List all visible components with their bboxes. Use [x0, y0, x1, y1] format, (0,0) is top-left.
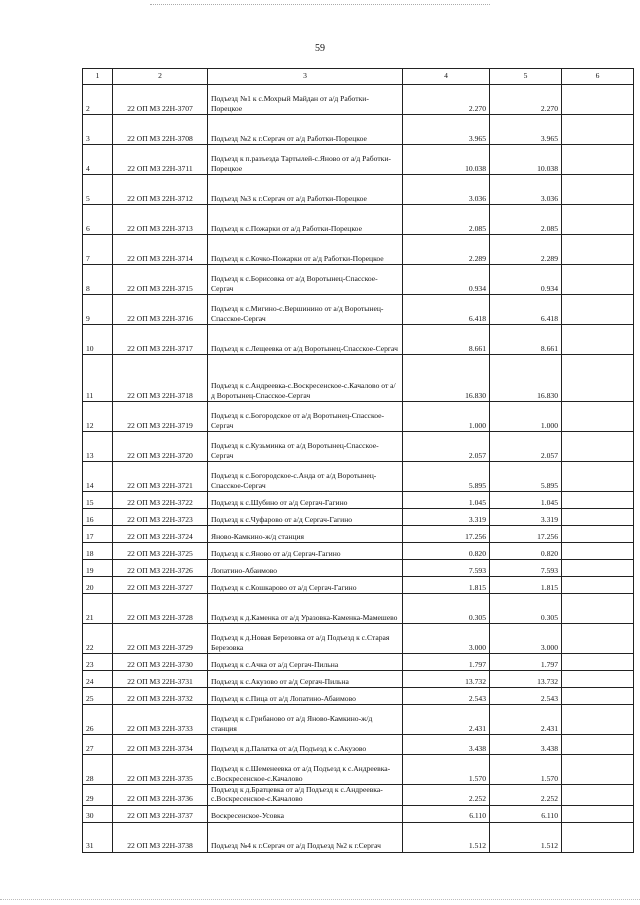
road-length: 5.895 — [403, 462, 490, 492]
road-name: Подъезд №2 к г.Сергач от а/д Работки-Порецкое — [208, 115, 403, 145]
road-total-length: 0.934 — [490, 265, 562, 295]
road-code: 22 ОП МЗ 22Н-3738 — [113, 822, 208, 852]
road-total-length: 2.085 — [490, 205, 562, 235]
road-total-length: 10.038 — [490, 145, 562, 175]
road-note — [562, 526, 634, 543]
road-code: 22 ОП МЗ 22Н-3725 — [113, 543, 208, 560]
table-row — [83, 492, 634, 509]
header-cell: 1 — [83, 69, 113, 85]
road-length: 3.319 — [403, 509, 490, 526]
road-length: 6.110 — [403, 805, 490, 822]
table-row — [83, 462, 634, 492]
road-name: Подъезд к с.Пожарки от а/д Работки-Порецкое — [208, 205, 403, 235]
road-name: Подъезд к с.Борисовка от а/д Воротынец-Спасское-Сергач — [208, 265, 403, 295]
row-number: 16 — [83, 509, 113, 526]
road-name: Лопатино-Абаимово — [208, 560, 403, 577]
table-row — [83, 145, 634, 175]
road-name: Подъезд к п.разъезда Тартылей-с.Яново от а/д Работки-Порецкое — [208, 145, 403, 175]
road-name: Подъезд к с.Ачка от а/д Сергач-Пильна — [208, 654, 403, 671]
road-total-length: 17.256 — [490, 526, 562, 543]
road-name: Подъезд №4 к г.Сергач от а/д Подъезд №2 к г.Сергач — [208, 822, 403, 852]
row-number: 4 — [83, 145, 113, 175]
road-total-length: 2.252 — [490, 785, 562, 806]
road-total-length: 1.815 — [490, 577, 562, 594]
road-length: 17.256 — [403, 526, 490, 543]
road-name: Подъезд к с.Лещеевка от а/д Воротынец-Спасское-Сергач — [208, 325, 403, 355]
row-number: 22 — [83, 624, 113, 654]
row-number: 31 — [83, 822, 113, 852]
row-number: 10 — [83, 325, 113, 355]
row-number: 21 — [83, 594, 113, 624]
road-note — [562, 205, 634, 235]
road-code: 22 ОП МЗ 22Н-3718 — [113, 355, 208, 402]
road-length: 3.438 — [403, 735, 490, 755]
road-note — [562, 688, 634, 705]
row-number: 28 — [83, 755, 113, 785]
road-code: 22 ОП МЗ 22Н-3727 — [113, 577, 208, 594]
road-name: Подъезд к с.Пица от а/д Лопатино-Абаимово — [208, 688, 403, 705]
row-number: 2 — [83, 85, 113, 115]
table-row — [83, 509, 634, 526]
table-row — [83, 735, 634, 755]
road-length: 2.431 — [403, 705, 490, 735]
row-number: 27 — [83, 735, 113, 755]
row-number: 13 — [83, 432, 113, 462]
road-name: Подъезд к д.Новая Березовка от а/д Подъезд к с.Старая Березовка — [208, 624, 403, 654]
road-code: 22 ОП МЗ 22Н-3720 — [113, 432, 208, 462]
road-length: 1.815 — [403, 577, 490, 594]
road-name: Подъезд к с.Богородское-с.Анда от а/д Воротынец-Спасское-Сергач — [208, 462, 403, 492]
road-name: Воскресенское-Усовка — [208, 805, 403, 822]
road-total-length: 8.661 — [490, 325, 562, 355]
road-name: Подъезд №3 к г.Сергач от а/д Работки-Порецкое — [208, 175, 403, 205]
road-length: 1.045 — [403, 492, 490, 509]
road-total-length: 0.305 — [490, 594, 562, 624]
road-name: Подъезд к с.Грибаново от а/д Яново-Камкино-ж/д станция — [208, 705, 403, 735]
road-note — [562, 492, 634, 509]
road-note — [562, 235, 634, 265]
road-code: 22 ОП МЗ 22Н-3728 — [113, 594, 208, 624]
road-length: 0.934 — [403, 265, 490, 295]
road-total-length: 2.270 — [490, 85, 562, 115]
road-note — [562, 462, 634, 492]
road-length: 2.085 — [403, 205, 490, 235]
road-length: 3.000 — [403, 624, 490, 654]
road-note — [562, 85, 634, 115]
row-number: 9 — [83, 295, 113, 325]
road-note — [562, 509, 634, 526]
road-note — [562, 543, 634, 560]
road-code: 22 ОП МЗ 22Н-3722 — [113, 492, 208, 509]
table-row — [83, 526, 634, 543]
road-code: 22 ОП МЗ 22Н-3731 — [113, 671, 208, 688]
table-row — [83, 402, 634, 432]
road-total-length: 13.732 — [490, 671, 562, 688]
road-length: 1.570 — [403, 755, 490, 785]
header-cell: 6 — [562, 69, 634, 85]
table-row — [83, 235, 634, 265]
road-code: 22 ОП МЗ 22Н-3724 — [113, 526, 208, 543]
road-code: 22 ОП МЗ 22Н-3736 — [113, 785, 208, 806]
road-code: 22 ОП МЗ 22Н-3737 — [113, 805, 208, 822]
row-number: 23 — [83, 654, 113, 671]
road-name: Подъезд к д.Палатка от а/д Подъезд к с.Акузово — [208, 735, 403, 755]
row-number: 7 — [83, 235, 113, 265]
row-number: 30 — [83, 805, 113, 822]
road-code: 22 ОП МЗ 22Н-3735 — [113, 755, 208, 785]
road-length: 1.000 — [403, 402, 490, 432]
road-code: 22 ОП МЗ 22Н-3719 — [113, 402, 208, 432]
row-number: 24 — [83, 671, 113, 688]
road-total-length: 2.431 — [490, 705, 562, 735]
road-length: 10.038 — [403, 145, 490, 175]
row-number: 14 — [83, 462, 113, 492]
road-length: 7.593 — [403, 560, 490, 577]
row-number: 8 — [83, 265, 113, 295]
road-note — [562, 735, 634, 755]
road-note — [562, 822, 634, 852]
road-note — [562, 295, 634, 325]
road-code: 22 ОП МЗ 22Н-3708 — [113, 115, 208, 145]
road-note — [562, 402, 634, 432]
road-length: 0.305 — [403, 594, 490, 624]
table-row — [83, 115, 634, 145]
row-number: 5 — [83, 175, 113, 205]
roads-registry-table — [82, 68, 634, 853]
road-name: Подъезд к с.Андреевка-с.Воскресенское-с.Качалово от а/д Воротынец-Спасское-Сергач — [208, 355, 403, 402]
road-note — [562, 755, 634, 785]
road-code: 22 ОП МЗ 22Н-3733 — [113, 705, 208, 735]
road-name: Подъезд к д.Братцевка от а/д Подъезд к с.Андреевка-с.Воскресенское-с.Качалово — [208, 785, 403, 806]
road-code: 22 ОП МЗ 22Н-3707 — [113, 85, 208, 115]
road-total-length: 3.319 — [490, 509, 562, 526]
road-name: Подъезд к с.Яново от а/д Сергач-Гагино — [208, 543, 403, 560]
header-cell: 4 — [403, 69, 490, 85]
road-note — [562, 654, 634, 671]
road-note — [562, 577, 634, 594]
road-total-length: 5.895 — [490, 462, 562, 492]
road-total-length: 2.289 — [490, 235, 562, 265]
road-total-length: 3.000 — [490, 624, 562, 654]
road-note — [562, 115, 634, 145]
road-note — [562, 432, 634, 462]
road-length: 2.270 — [403, 85, 490, 115]
road-note — [562, 705, 634, 735]
road-length: 2.543 — [403, 688, 490, 705]
road-name: Подъезд №1 к с.Мохрый Майдан от а/д Работки-Порецкое — [208, 85, 403, 115]
road-note — [562, 175, 634, 205]
road-name: Подъезд к с.Шубино от а/д Сергач-Гагино — [208, 492, 403, 509]
road-name: Подъезд к с.Кошкарово от а/д Сергач-Гагино — [208, 577, 403, 594]
road-code: 22 ОП МЗ 22Н-3732 — [113, 688, 208, 705]
road-note — [562, 145, 634, 175]
road-note — [562, 560, 634, 577]
header-row — [83, 69, 634, 85]
road-note — [562, 671, 634, 688]
road-code: 22 ОП МЗ 22Н-3714 — [113, 235, 208, 265]
table-row — [83, 594, 634, 624]
road-code: 22 ОП МЗ 22Н-3717 — [113, 325, 208, 355]
row-number: 3 — [83, 115, 113, 145]
row-number: 25 — [83, 688, 113, 705]
table-row — [83, 577, 634, 594]
road-note — [562, 265, 634, 295]
road-note — [562, 805, 634, 822]
road-total-length: 7.593 — [490, 560, 562, 577]
road-code: 22 ОП МЗ 22Н-3716 — [113, 295, 208, 325]
road-note — [562, 624, 634, 654]
road-total-length: 1.000 — [490, 402, 562, 432]
table-row — [83, 822, 634, 852]
road-total-length: 3.036 — [490, 175, 562, 205]
table-row — [83, 175, 634, 205]
table-row — [83, 295, 634, 325]
header-cell: 3 — [208, 69, 403, 85]
table-row — [83, 432, 634, 462]
road-name: Подъезд к с.Шеменеевка от а/д Подъезд к с.Андреевка-с.Воскресенское-с.Качалово — [208, 755, 403, 785]
road-code: 22 ОП МЗ 22Н-3711 — [113, 145, 208, 175]
road-name: Подъезд к с.Чуфарово от а/д Сергач-Гагино — [208, 509, 403, 526]
road-total-length: 3.965 — [490, 115, 562, 145]
road-total-length: 3.438 — [490, 735, 562, 755]
road-code: 22 ОП МЗ 22Н-3726 — [113, 560, 208, 577]
road-length: 2.057 — [403, 432, 490, 462]
road-code: 22 ОП МЗ 22Н-3730 — [113, 654, 208, 671]
table-row — [83, 624, 634, 654]
row-number: 17 — [83, 526, 113, 543]
road-length: 6.418 — [403, 295, 490, 325]
row-number: 19 — [83, 560, 113, 577]
row-number: 26 — [83, 705, 113, 735]
table-row — [83, 654, 634, 671]
road-code: 22 ОП МЗ 22Н-3723 — [113, 509, 208, 526]
table-row — [83, 543, 634, 560]
road-code: 22 ОП МЗ 22Н-3729 — [113, 624, 208, 654]
road-length: 3.965 — [403, 115, 490, 145]
road-name: Яново-Камкино-ж/д станция — [208, 526, 403, 543]
row-number: 15 — [83, 492, 113, 509]
table-row — [83, 85, 634, 115]
table-row — [83, 805, 634, 822]
road-total-length: 2.057 — [490, 432, 562, 462]
table-row — [83, 205, 634, 235]
road-total-length: 1.045 — [490, 492, 562, 509]
header-cell: 5 — [490, 69, 562, 85]
table-row — [83, 355, 634, 402]
road-code: 22 ОП МЗ 22Н-3715 — [113, 265, 208, 295]
road-total-length: 1.797 — [490, 654, 562, 671]
row-number: 6 — [83, 205, 113, 235]
road-code: 22 ОП МЗ 22Н-3734 — [113, 735, 208, 755]
road-total-length: 6.110 — [490, 805, 562, 822]
table-row — [83, 560, 634, 577]
road-name: Подъезд к д.Каменка от а/д Уразовка-Каменка-Мамешево — [208, 594, 403, 624]
road-length: 8.661 — [403, 325, 490, 355]
road-note — [562, 785, 634, 806]
road-length: 1.797 — [403, 654, 490, 671]
road-length: 2.289 — [403, 235, 490, 265]
row-number: 18 — [83, 543, 113, 560]
road-code: 22 ОП МЗ 22Н-3712 — [113, 175, 208, 205]
road-note — [562, 594, 634, 624]
page-number: 59 — [315, 43, 325, 54]
row-number: 20 — [83, 577, 113, 594]
road-note — [562, 355, 634, 402]
road-length: 1.512 — [403, 822, 490, 852]
road-length: 2.252 — [403, 785, 490, 806]
road-name: Подъезд к с.Мигино-с.Вершинино от а/д Воротынец-Спасское-Сергач — [208, 295, 403, 325]
header-cell: 2 — [113, 69, 208, 85]
road-name: Подъезд к с.Кочко-Пожарки от а/д Работки-Порецкое — [208, 235, 403, 265]
table-row — [83, 265, 634, 295]
table-row — [83, 688, 634, 705]
bottom-scan-rule — [0, 899, 640, 900]
road-total-length: 1.512 — [490, 822, 562, 852]
table-row — [83, 705, 634, 735]
road-length: 16.830 — [403, 355, 490, 402]
row-number: 12 — [83, 402, 113, 432]
road-total-length: 1.570 — [490, 755, 562, 785]
road-name: Подъезд к с.Богородское от а/д Воротынец-Спасское-Сергач — [208, 402, 403, 432]
table-row — [83, 785, 634, 806]
table-row — [83, 671, 634, 688]
road-total-length: 2.543 — [490, 688, 562, 705]
road-length: 3.036 — [403, 175, 490, 205]
road-note — [562, 325, 634, 355]
road-code: 22 ОП МЗ 22Н-3721 — [113, 462, 208, 492]
table-row — [83, 755, 634, 785]
row-number: 11 — [83, 355, 113, 402]
road-length: 13.732 — [403, 671, 490, 688]
road-code: 22 ОП МЗ 22Н-3713 — [113, 205, 208, 235]
row-number: 29 — [83, 785, 113, 806]
road-total-length: 0.820 — [490, 543, 562, 560]
road-total-length: 6.418 — [490, 295, 562, 325]
road-total-length: 16.830 — [490, 355, 562, 402]
road-name: Подъезд к с.Акузово от а/д Сергач-Пильна — [208, 671, 403, 688]
table-row — [83, 325, 634, 355]
road-name: Подъезд к с.Кузьминка от а/д Воротынец-Спасское-Сергач — [208, 432, 403, 462]
road-length: 0.820 — [403, 543, 490, 560]
top-scan-rule — [150, 4, 490, 5]
